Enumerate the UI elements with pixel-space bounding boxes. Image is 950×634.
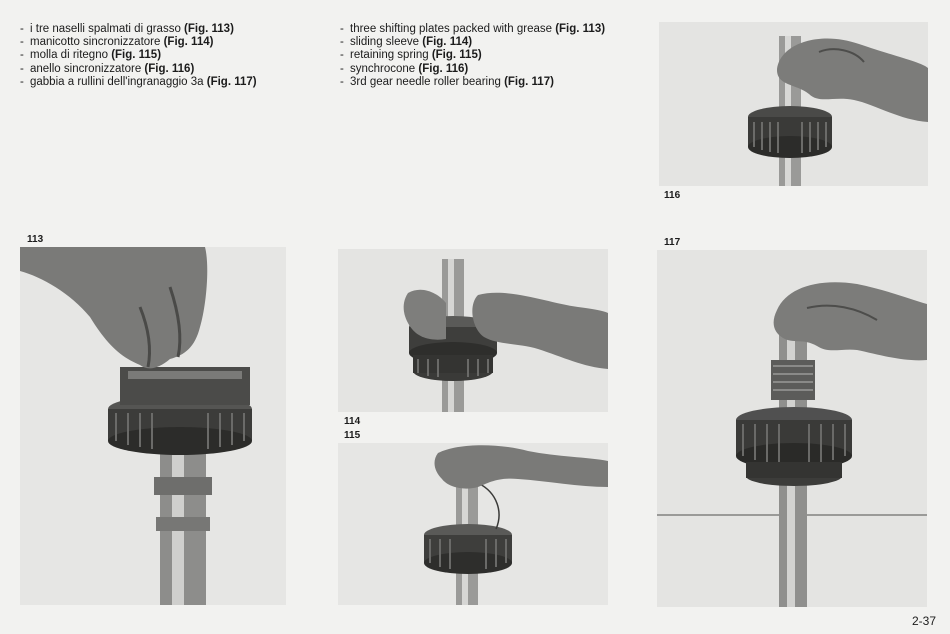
italian-instruction-list [20,23,320,89]
list-item: - sliding sleeve (Fig. 114) [340,36,610,49]
figure-114-photo [338,249,608,412]
list-item: - gabbia a rullini dell'ingranaggio 3a (Fig. 117) [20,76,320,89]
list-item: - three shifting plates packed with grease (Fig. 113) [340,23,610,36]
list-item: - retaining spring (Fig. 115) [340,49,610,62]
list-item: - i tre naselli spalmati di grasso (Fig. 113) [20,23,320,36]
english-instruction-list [340,23,610,89]
figure-115-caption: 115 [344,430,361,441]
figure-115-photo [338,443,608,605]
list-item: - 3rd gear needle roller bearing (Fig. 117) [340,76,610,89]
list-item: - molla di ritegno (Fig. 115) [20,49,320,62]
list-item: - anello sincronizzatore (Fig. 116) [20,63,320,76]
figure-117-photo [657,250,927,607]
figure-116-photo [659,22,928,186]
list-item: - synchrocone (Fig. 116) [340,63,610,76]
page-number: 2-37 [911,614,936,628]
list-item: - manicotto sincronizzatore (Fig. 114) [20,36,320,49]
figure-113-caption: 113 [27,234,44,245]
figure-113-photo [20,247,286,605]
figure-114-caption: 114 [344,416,361,427]
figure-116-caption: 116 [664,190,681,201]
figure-117-caption: 117 [664,237,681,248]
